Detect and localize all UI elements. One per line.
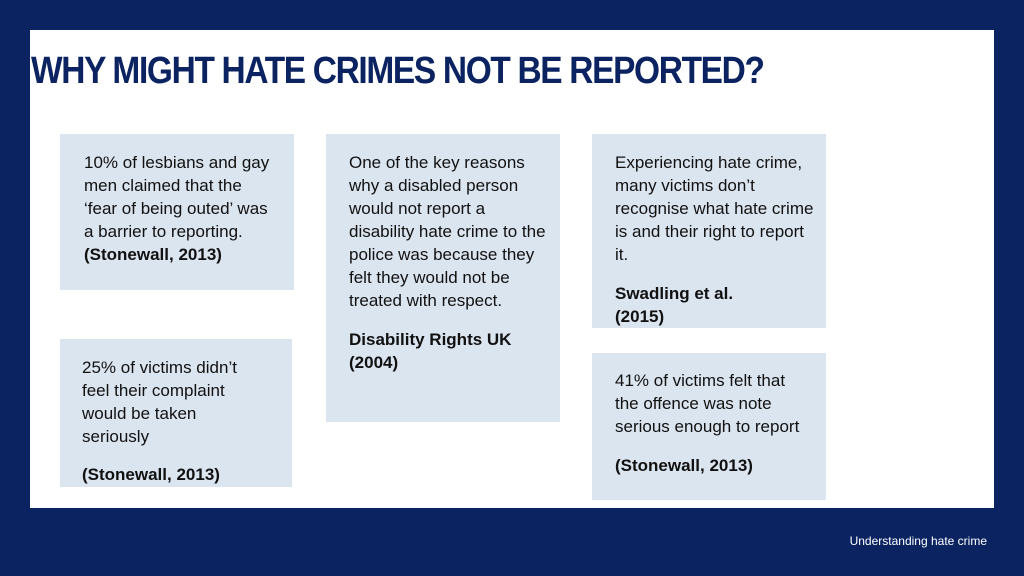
card-text: One of the key reasons why a disabled person would not report a disability hate crime to the police was because they felt they would not be treated with respect.	[349, 153, 546, 310]
card-citation: Swadling et al. (2015)	[615, 284, 734, 326]
card-text: 10% of lesbians and gay men claimed that the ‘fear of being outed’ was a barrier to reporting.	[84, 153, 270, 241]
footer-label: Understanding hate crime	[849, 534, 987, 548]
card-text: Experiencing hate crime, many victims don’t recognise what hate crime is and their right to report it.	[615, 153, 814, 264]
fact-card-lesbians-gay-men	[60, 134, 294, 290]
page-title: WHY MIGHT HATE CRIMES NOT BE REPORTED?	[31, 50, 764, 92]
fact-card-offence-seriousness	[592, 353, 826, 500]
fact-card-recognition	[592, 134, 826, 328]
fact-card-disability	[326, 134, 560, 422]
card-citation: (Stonewall, 2013)	[84, 245, 222, 264]
card-citation: (Stonewall, 2013)	[615, 456, 753, 475]
fact-card-complaint	[60, 339, 292, 487]
card-text: 41% of victims felt that the offence was note serious enough to report	[615, 371, 800, 436]
card-text: 25% of victims didn’t feel their complaint would be taken seriously	[82, 358, 237, 446]
card-citation: (Stonewall, 2013)	[82, 465, 220, 484]
card-citation: Disability Rights UK (2004)	[349, 330, 512, 372]
